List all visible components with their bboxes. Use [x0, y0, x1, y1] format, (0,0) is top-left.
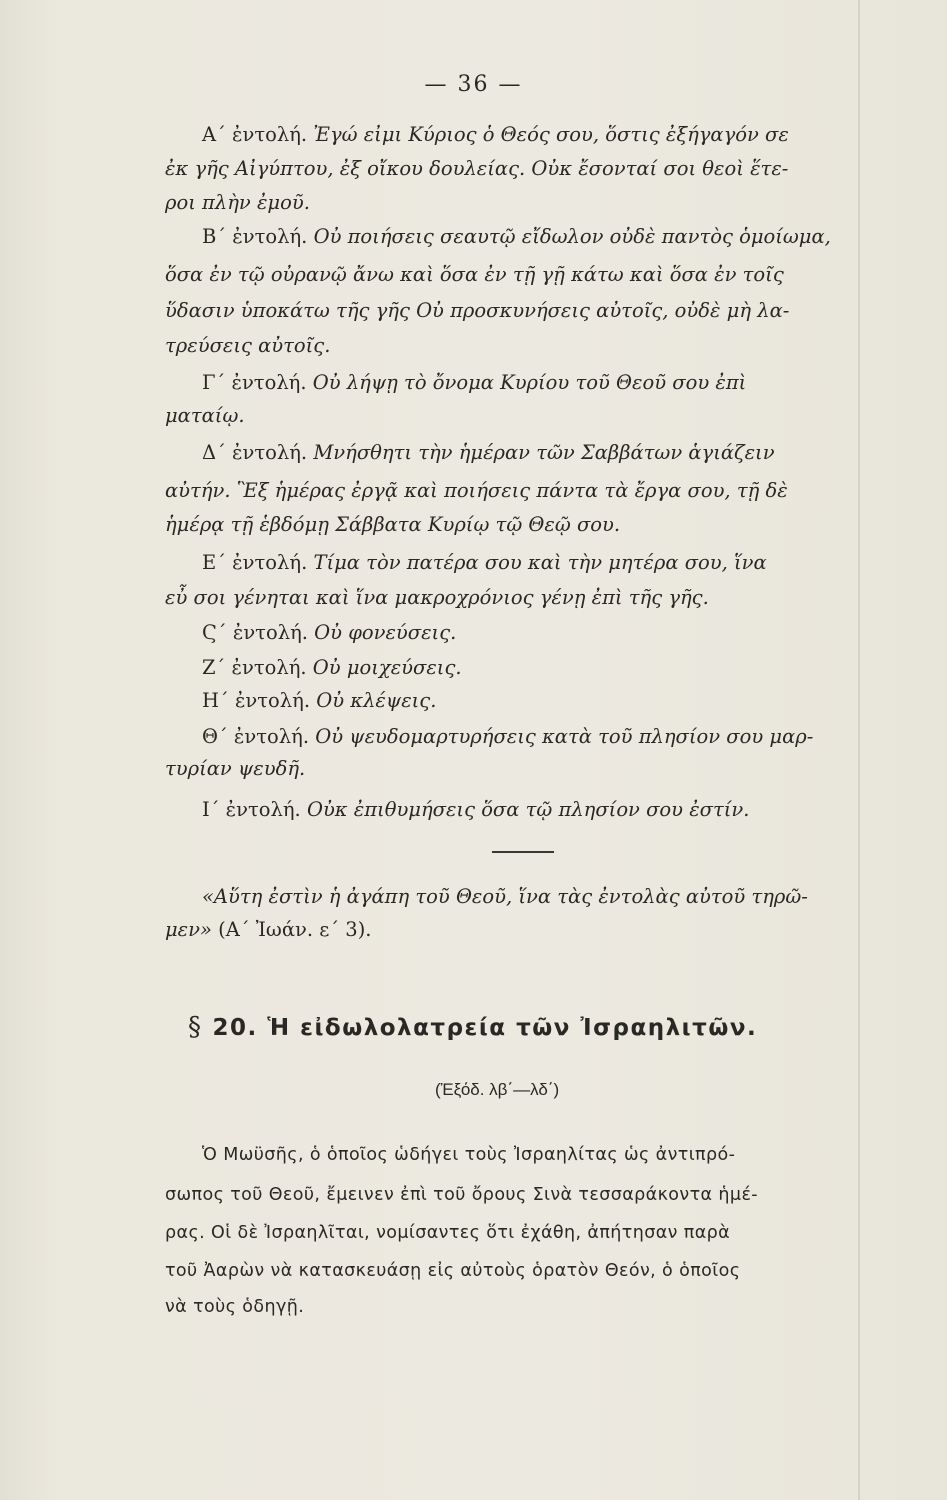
commandment-2-label: Β΄ ἐντολή.	[202, 225, 308, 248]
commandment-1-line-1	[202, 122, 789, 148]
commandment-9-text: Οὐ ψευδομαρτυρήσεις κατὰ τοῦ πλησίον σου μαρ-	[315, 725, 814, 748]
commandment-2-line-4: τρεύσεις αὐτοῖς.	[165, 334, 331, 357]
commandment-1-line-3: ροι πλὴν ἐμοῦ.	[165, 191, 310, 214]
commandment-3-line-2: ματαίῳ.	[165, 404, 245, 427]
commandment-9-label: Θ΄ ἐντολή.	[202, 725, 310, 748]
commandment-9-line-2: τυρίαν ψευδῆ.	[165, 757, 306, 780]
commandment-2-line-2: ὅσα ἐν τῷ οὐρανῷ ἄνω καὶ ὅσα ἐν τῇ γῇ κάτω καὶ ὅσα ἐν τοῖς	[165, 263, 784, 286]
commandment-5-label: Ε΄ ἐντολή.	[202, 551, 308, 574]
commandment-5-line-2: εὖ σοι γένηται καὶ ἵνα μακροχρόνιος γένῃ ἐπὶ τῆς γῆς.	[165, 586, 709, 609]
page-fold-shadow	[858, 0, 860, 1500]
commandment-8-text: Οὐ κλέψεις.	[316, 689, 437, 712]
commandment-7-label: Ζ΄ ἐντολή.	[202, 656, 307, 679]
commandment-8-line	[202, 688, 436, 714]
separator-rule	[492, 851, 554, 853]
section-heading	[188, 1012, 757, 1042]
quote-reference: (Α΄ Ἰωάν. ε΄ 3).	[218, 918, 372, 941]
paragraph-line-3: ρας. Οἱ δὲ Ἰσραηλῖται, νομίσαντες ὅτι ἐχάθη, ἀπήτησαν παρὰ	[165, 1223, 731, 1243]
commandment-1-label: Α΄ ἐντολή.	[202, 123, 308, 146]
commandment-1-text: Ἐγώ εἰμι Κύριος ὁ Θεός σου, ὅστις ἐξήγαγόν σε	[313, 123, 789, 146]
commandment-9-line-1	[202, 724, 813, 750]
quote-line-1: «Αὕτη ἐστὶν ἡ ἀγάπη τοῦ Θεοῦ, ἵνα τὰς ἐντολὰς αὐτοῦ τηρῶ-	[202, 885, 808, 908]
commandment-2-line-1	[202, 224, 831, 250]
commandment-7-text: Οὐ μοιχεύσεις.	[312, 656, 462, 679]
commandment-6-label: Ϛ΄ ἐντολή.	[202, 621, 308, 644]
commandment-4-line-3: ἡμέρᾳ τῇ ἑβδόμῃ Σάββατα Κυρίῳ τῷ Θεῷ σου.	[165, 513, 621, 536]
commandment-1-line-2: ἐκ γῆς Αἰγύπτου, ἐξ οἴκου δουλείας. Οὐκ ἔσονταί σοι θεοὶ ἕτε-	[165, 157, 789, 180]
commandment-10-line	[202, 797, 749, 823]
commandment-4-text: Μνήσθητι τὴν ἡμέραν τῶν Σαββάτων ἁγιάζειν	[313, 441, 775, 464]
commandment-4-line-2: αὐτήν. Ἓξ ἡμέρας ἐργᾷ καὶ ποιήσεις πάντα τὰ ἔργα σου, τῇ δὲ	[165, 479, 788, 502]
quote-line-2	[165, 917, 372, 943]
commandment-5-line-1	[202, 550, 767, 576]
commandment-2-text: Οὐ ποιήσεις σεαυτῷ εἴδωλον οὐδὲ παντὸς ὁμοίωμα,	[313, 225, 831, 248]
paragraph-line-5: νὰ τοὺς ὁδηγῇ.	[165, 1297, 305, 1317]
paragraph-line-1: Ὁ Μωϋσῆς, ὁ ὁποῖος ὡδήγει τοὺς Ἰσραηλίτας ὡς ἀντιπρό-	[202, 1145, 736, 1165]
commandment-4-line-1	[202, 440, 775, 466]
commandment-7-line	[202, 655, 462, 681]
commandment-2-line-3: ὕδασιν ὑποκάτω τῆς γῆς Οὐ προσκυνήσεις αὐτοῖς, οὐδὲ μὴ λα-	[165, 299, 790, 322]
commandment-5-text: Τίμα τὸν πατέρα σου καὶ τὴν μητέρα σου, ἵνα	[313, 551, 767, 574]
commandment-10-text: Οὐκ ἐπιθυμήσεις ὅσα τῷ πλησίον σου ἐστίν.	[306, 798, 750, 821]
paragraph-line-2: σωπος τοῦ Θεοῦ, ἔμεινεν ἐπὶ τοῦ ὄρους Σινὰ τεσσαράκοντα ἡμέ-	[165, 1185, 759, 1205]
commandment-6-line	[202, 620, 456, 646]
commandment-3-line-1	[202, 370, 746, 396]
section-reference: (Ἐξόδ. λβ΄—λδ΄)	[435, 1080, 560, 1099]
section-symbol: §	[188, 1012, 203, 1042]
commandment-10-label: Ι΄ ἐντολή.	[202, 798, 301, 821]
paragraph-line-4: τοῦ Ἀαρὼν νὰ κατασκευάσῃ εἰς αὐτοὺς ὁρατὸν Θεόν, ὁ ὁποῖος	[165, 1261, 741, 1281]
commandment-3-label: Γ΄ ἐντολή.	[202, 371, 307, 394]
commandment-3-text: Οὐ λήψῃ τὸ ὄνομα Κυρίου τοῦ Θεοῦ σου ἐπὶ	[312, 371, 747, 394]
commandment-4-label: Δ΄ ἐντολή.	[202, 441, 308, 464]
page-number: — 36 —	[424, 72, 523, 97]
commandment-8-label: Η΄ ἐντολή.	[202, 689, 311, 712]
quote-end: μεν»	[165, 918, 212, 941]
section-title: 20. Ἡ εἰδωλολατρεία τῶν Ἰσραηλιτῶν.	[212, 1015, 758, 1041]
commandment-6-text: Οὐ φονεύσεις.	[314, 621, 457, 644]
